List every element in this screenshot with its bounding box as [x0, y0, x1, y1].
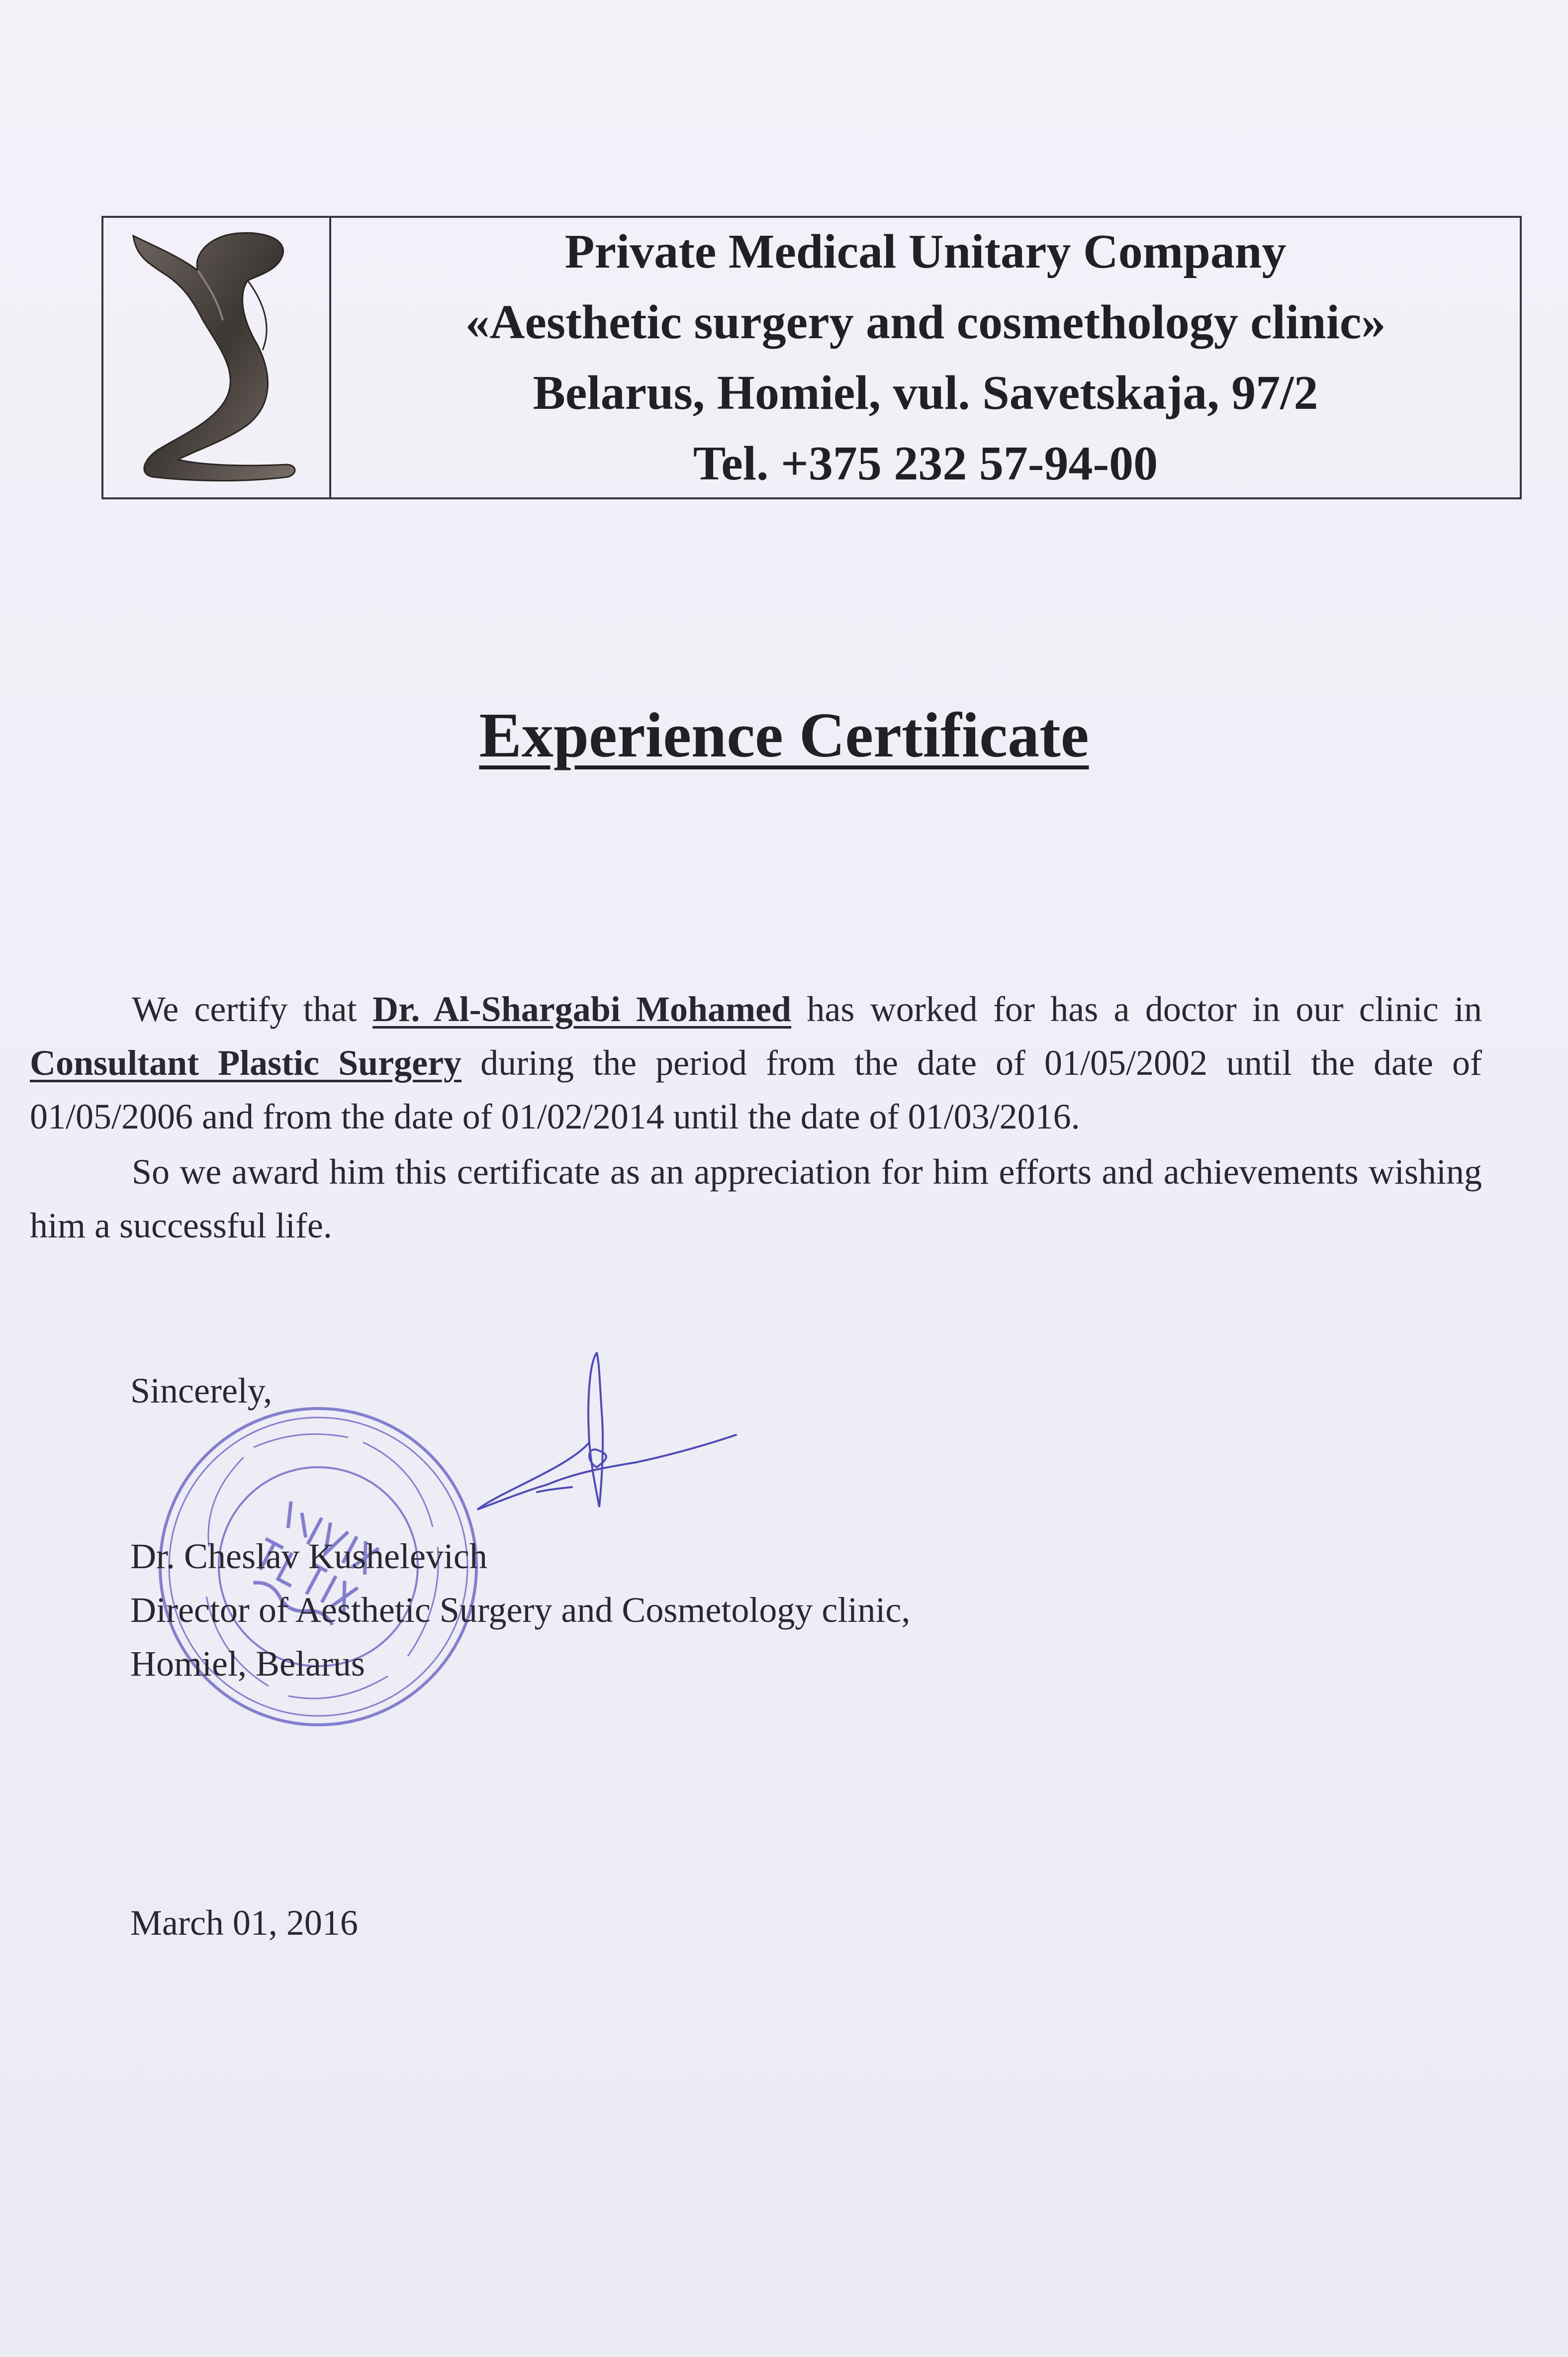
signatory-block [130, 1529, 910, 1691]
letterhead-text [331, 218, 1520, 497]
clinic-name: «Aesthetic surgery and cosmethology clinic» [465, 295, 1386, 349]
company-name: Private Medical Unitary Company [564, 225, 1287, 279]
signatory-name: Dr. Cheslav Kushelevich [130, 1536, 487, 1576]
certificate-title: Experience Certificate [479, 700, 1089, 770]
logo-cell [103, 218, 331, 497]
body-paragraph-2: So we award him this certificate as an appreciation for him efforts and achievements wishing him a successful life. [30, 1152, 1482, 1245]
company-address: Belarus, Homiel, vul. Savetskaja, 97/2 [533, 366, 1318, 420]
figure-logo-icon [123, 226, 312, 489]
certificate-body [30, 982, 1482, 1252]
signatory-location: Homiel, Belarus [130, 1644, 365, 1684]
letterhead [101, 216, 1522, 499]
signatory-role: Director of Aesthetic Surgery and Cosmetology clinic, [130, 1590, 911, 1630]
company-phone: Tel. +375 232 57-94-00 [693, 437, 1158, 490]
doctor-name: Dr. Al-Shargabi Mohamed [372, 989, 792, 1029]
closing-sincerely: Sincerely, [130, 1371, 273, 1411]
department-name: Consultant Plastic Surgery [30, 1043, 462, 1083]
certificate-date: March 01, 2016 [130, 1903, 358, 1943]
body-paragraph-1: We certify that Dr. Al-Shargabi Mohamed has worked for has a doctor in our clinic in Consultant Plastic Surgery during the period from the date of 01/05/2002 until the date of 01/05/2006 and from the date of 01/02/2014 until the date of 01/03/2016. [30, 989, 1482, 1136]
